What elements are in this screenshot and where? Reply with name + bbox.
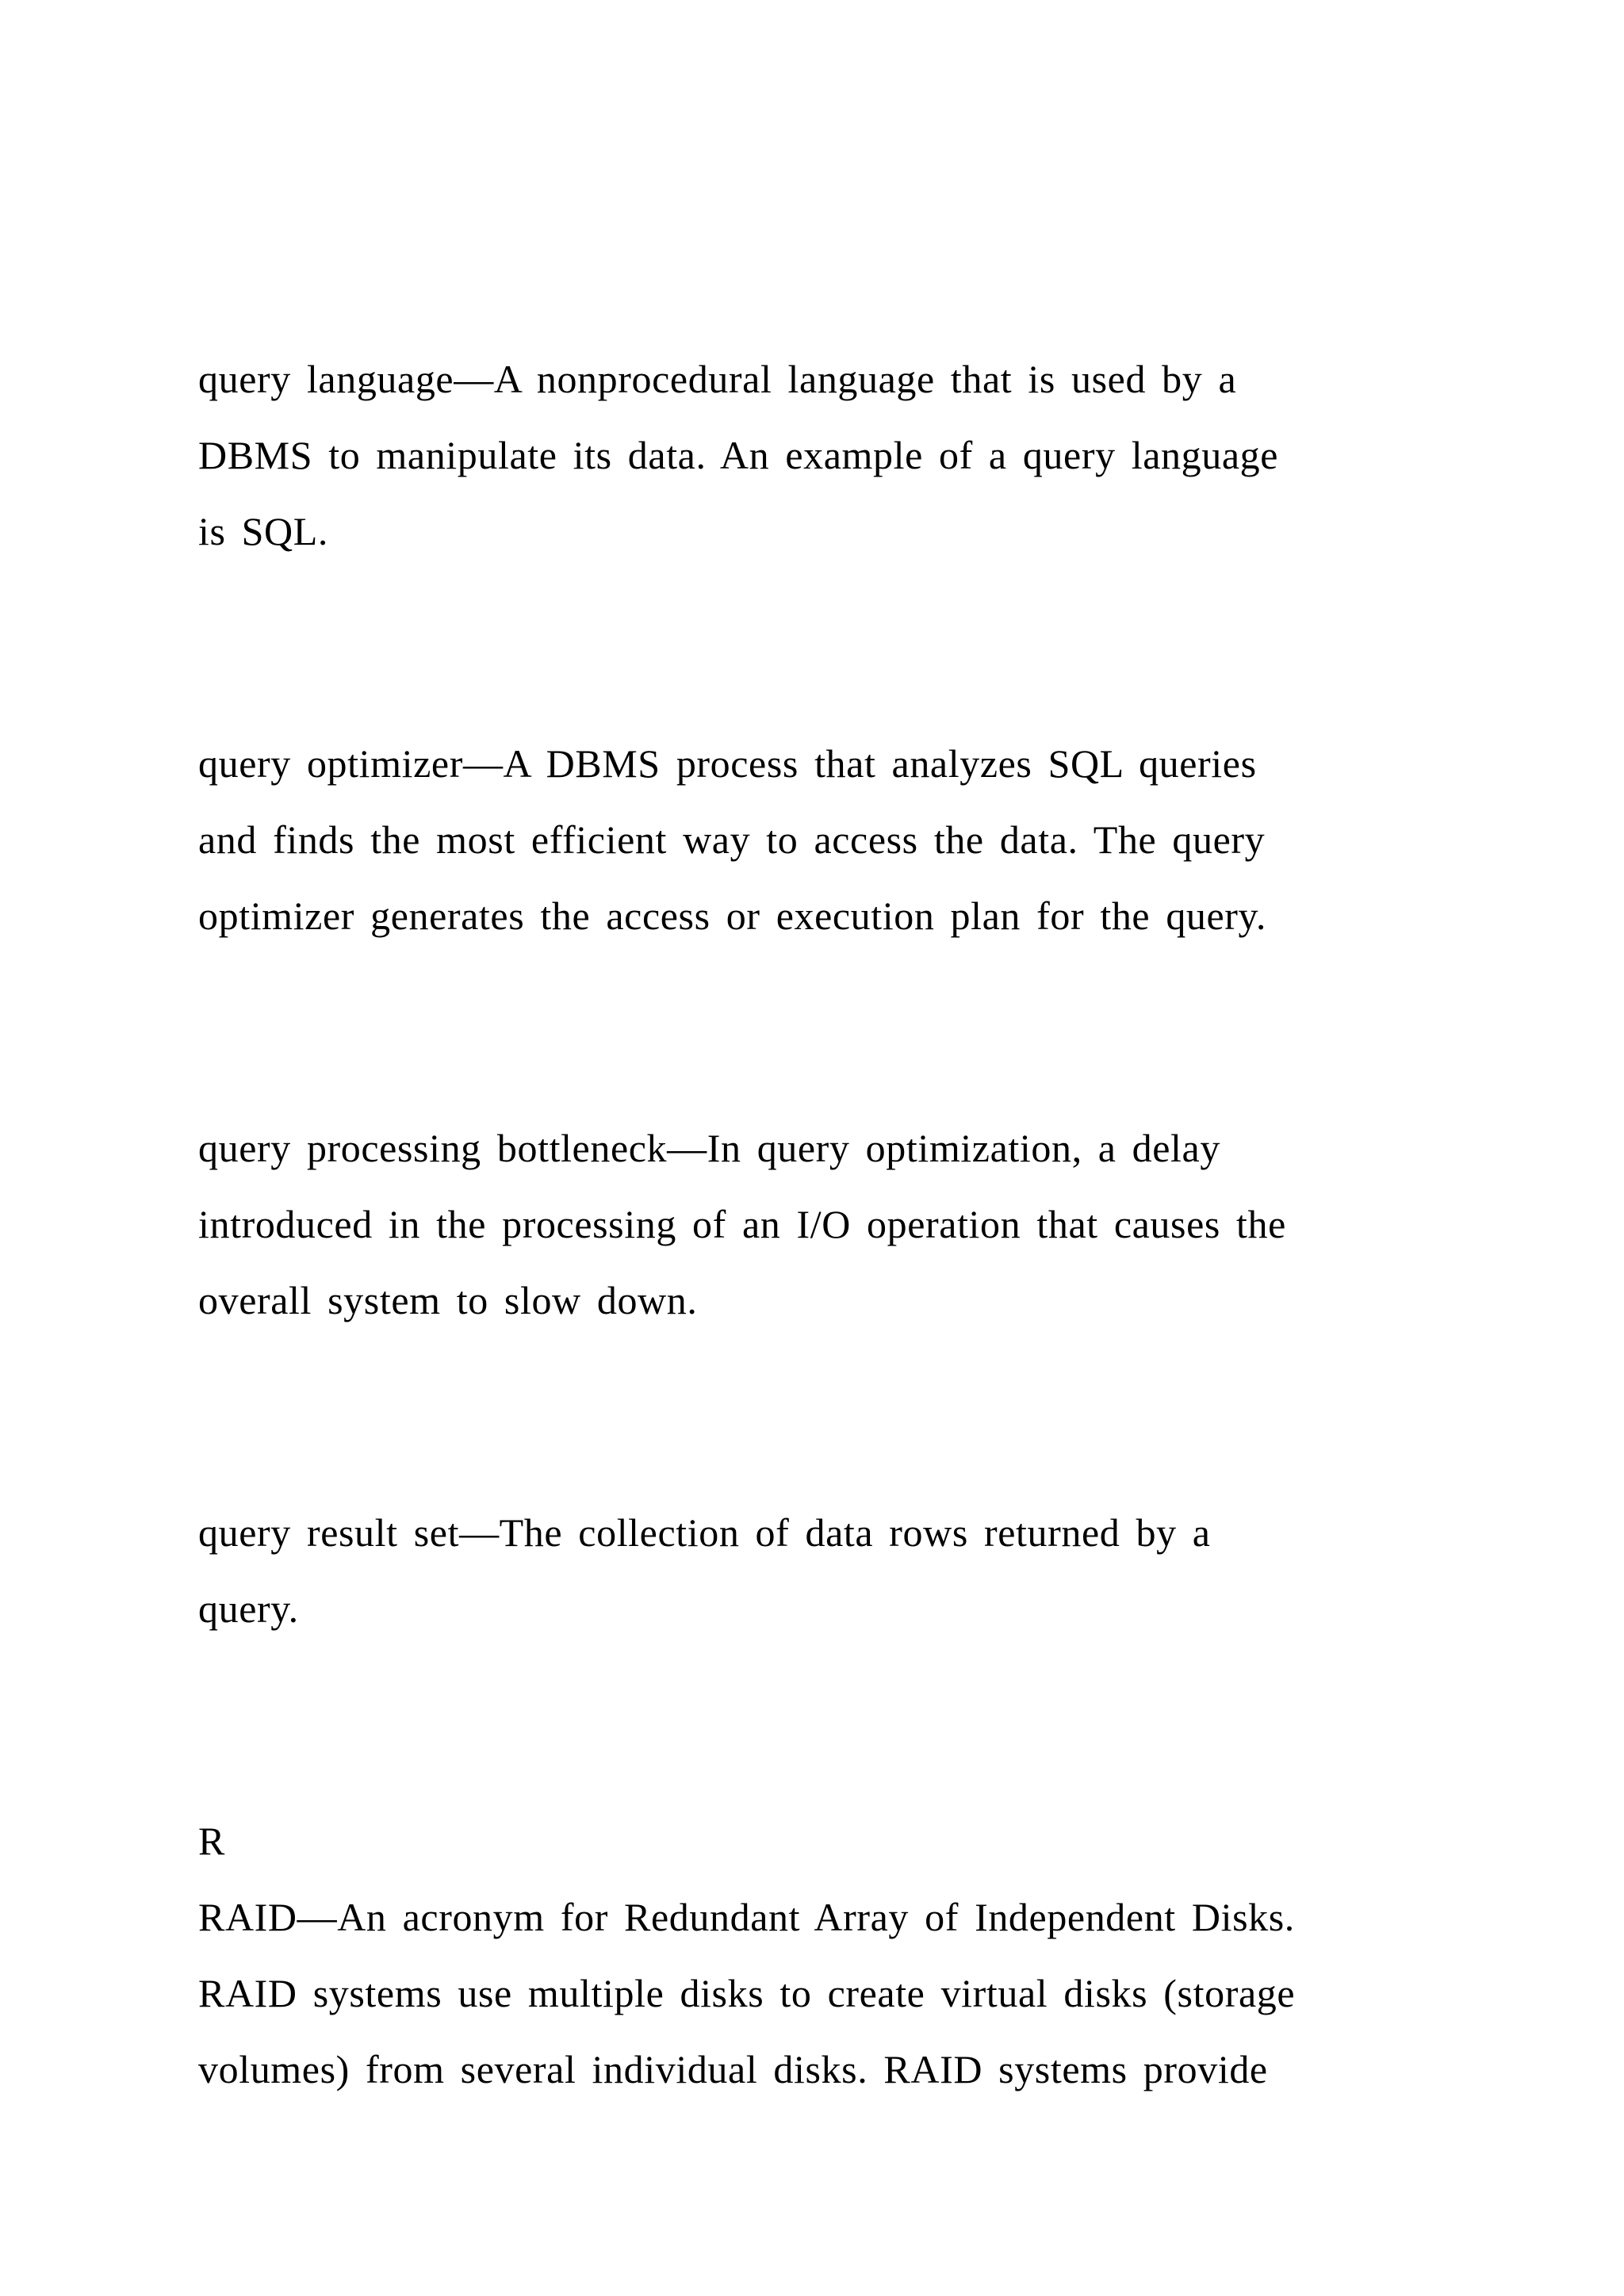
entry-query-result-set-line-2: query. xyxy=(198,1586,299,1631)
entry-raid-line-2: RAID systems use multiple disks to create virtual disks (storage xyxy=(198,1971,1296,2015)
entry-query-processing-bottleneck-line-2: introduced in the processing of an I/O operation that causes the xyxy=(198,1202,1286,1246)
entry-query-processing-bottleneck-line-1: query processing bottleneck—In query optimization, a delay xyxy=(198,1126,1220,1170)
entry-query-processing-bottleneck-line-3: overall system to slow down. xyxy=(198,1278,698,1322)
section-letter-heading: R xyxy=(198,1819,225,1863)
entry-query-optimizer-line-3: optimizer generates the access or execution plan for the query. xyxy=(198,894,1267,938)
entry-query-language-line-2: DBMS to manipulate its data. An example of a query language xyxy=(198,433,1279,477)
entry-query-language-line-3: is SQL. xyxy=(198,509,329,553)
entry-query-optimizer-line-2: and finds the most efficient way to access the data. The query xyxy=(198,817,1266,862)
entry-query-optimizer-line-1: query optimizer—A DBMS process that analyzes SQL queries xyxy=(198,741,1257,786)
entry-query-result-set-line-1: query result set—The collection of data rows returned by a xyxy=(198,1510,1211,1555)
entry-raid-line-3: volumes) from several individual disks. RAID systems provide xyxy=(198,2047,1268,2091)
entry-query-language-line-1: query language—A nonprocedural language that is used by a xyxy=(198,357,1237,401)
entry-raid-line-1: RAID—An acronym for Redundant Array of Independent Disks. xyxy=(198,1895,1295,1939)
